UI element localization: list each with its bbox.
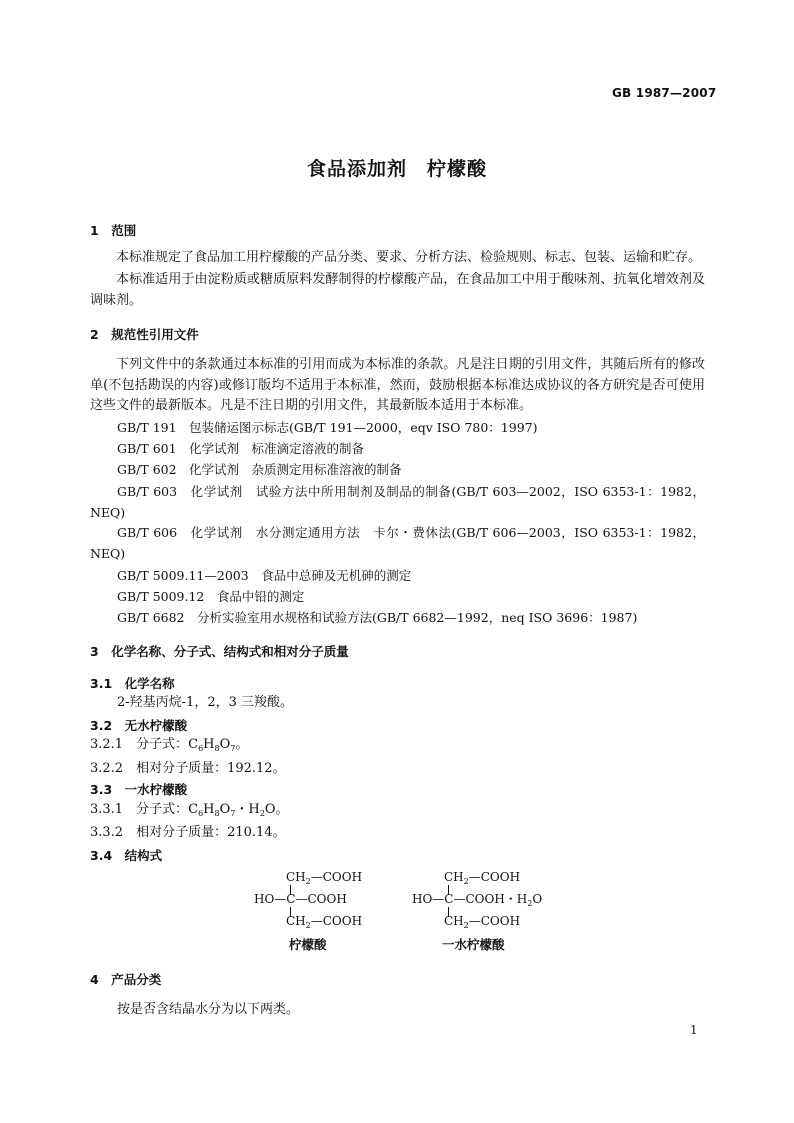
reference-item: GB/T 191 包装储运图示标志(GB/T 191—2000，eqv ISO 780：1997)	[117, 420, 538, 435]
section-3-1-heading: 3.1 化学名称	[90, 676, 175, 691]
formula-subscript: 8	[214, 744, 220, 753]
formula-o: O	[219, 737, 231, 752]
page-number: 1	[690, 1023, 698, 1037]
structure-caption: 一水柠檬酸	[442, 937, 505, 952]
reference-item: GB/T 602 化学试剂 杂质测定用标准溶液的制备	[117, 462, 402, 477]
formula-o: O	[219, 802, 231, 817]
section-3-3-heading: 3.3 一水柠檬酸	[90, 782, 188, 797]
page-title: 食品添加剂 柠檬酸	[306, 158, 487, 180]
monohydrate-formula-line	[90, 799, 289, 821]
structure-caption: 柠檬酸	[289, 937, 327, 952]
formula-subscript: 6	[198, 744, 204, 753]
section-1-heading: 1 范围	[90, 223, 137, 238]
section-2-paragraph-1: 下列文件中的条款通过本标准的引用而成为本标准的条款。凡是注日期的引用文件，其随后所有的修改单(不包括勘误的内容)或修订版均不适用于本标准，然而，鼓励根据本标准达成协议的各方研究是否可使用这些文件的最新版本。凡是不注日期的引用文件，其最新版本适用于本标准。	[90, 357, 705, 413]
anhydrous-formula-line	[90, 734, 248, 756]
structure-middle-group: HO—C—COOH	[254, 892, 347, 906]
reference-item: GB/T 5009.12 食品中铅的测定	[117, 589, 305, 604]
section-3-2-heading: 3.2 无水柠檬酸	[90, 718, 188, 733]
formula-label: 分子式：	[136, 802, 189, 817]
formula-h: H	[203, 737, 215, 752]
reference-item: GB/T 5009.11—2003 食品中总砷及无机砷的测定	[117, 568, 412, 583]
formula-subscript: 2	[259, 809, 265, 818]
formula-end: 。	[235, 737, 249, 752]
formula-end: 。	[275, 802, 289, 817]
anhydrous-mass-line	[90, 758, 286, 779]
formula-c: C	[188, 737, 199, 752]
section-2-heading: 2 规范性引用文件	[90, 327, 199, 342]
formula-label: 分子式：	[136, 737, 189, 752]
structure-top-group: $CH_2—COOH$	[444, 870, 521, 886]
section-4-heading: 4 产品分类	[90, 972, 162, 987]
reference-item: GB/T 606 化学试剂 水分测定通用方法 卡尔・费休法(GB/T 606—2003，ISO 6353-1：1982，NEQ)	[90, 525, 705, 561]
formula-subscript: 8	[214, 809, 220, 818]
structure-bottom-group: $CH_2—COOH$	[444, 914, 521, 930]
section-3-4-heading: 3.4 结构式	[90, 848, 163, 863]
formula-h2: H	[248, 802, 260, 817]
molecular-mass: 相对分子质量：210.14。	[136, 825, 286, 840]
reference-item: GB/T 6682 分析实验室用水规格和试验方法(GB/T 6682—1992，neq ISO 3696：1987)	[117, 610, 638, 625]
section-4-paragraph-1: 按是否含结晶水分为以下两类。	[117, 1002, 300, 1017]
structure-top-group: $CH_2—COOH$	[286, 870, 363, 886]
structure-bottom-group: $CH_2—COOH$	[286, 914, 363, 930]
reference-item: GB/T 601 化学试剂 标准滴定溶液的制备	[117, 441, 365, 456]
section-3-heading: 3 化学名称、分子式、结构式和相对分子质量	[90, 644, 349, 659]
section-1-paragraph-1: 本标准规定了食品加工用柠檬酸的产品分类、要求、分析方法、检验规则、标志、包装、运输和贮存。	[116, 250, 702, 265]
formula-subscript: 7	[230, 809, 236, 818]
monohydrate-mass-line	[90, 822, 286, 843]
formula-subscript: 7	[230, 744, 236, 753]
formula-o2: O	[264, 802, 276, 817]
clause-number: 3.3.2	[90, 825, 124, 840]
molecular-mass: 相对分子质量：192.12。	[136, 761, 286, 776]
chemical-name: 2-羟基丙烷-1，2，3 三羧酸。	[117, 695, 294, 710]
formula-h: H	[203, 802, 215, 817]
formula-dot: ・	[235, 802, 249, 817]
clause-number: 3.2.1	[90, 737, 124, 752]
formula-subscript: 6	[198, 809, 204, 818]
reference-item: GB/T 603 化学试剂 试验方法中所用制剂及制品的制备(GB/T 603—2002，ISO 6353-1：1982，NEQ)	[90, 484, 705, 520]
standard-number: GB 1987—2007	[612, 86, 717, 100]
clause-number: 3.3.1	[90, 802, 124, 817]
formula-c: C	[188, 802, 199, 817]
clause-number: 3.2.2	[90, 761, 124, 776]
structure-middle-group: HO—C—COOH・$H_2O$	[412, 892, 543, 908]
section-1-paragraph-2: 本标准适用于由淀粉质或糖质原料发酵制得的柠檬酸产品，在食品加工中用于酸味剂、抗氧化增效剂及调味剂。	[90, 272, 705, 308]
